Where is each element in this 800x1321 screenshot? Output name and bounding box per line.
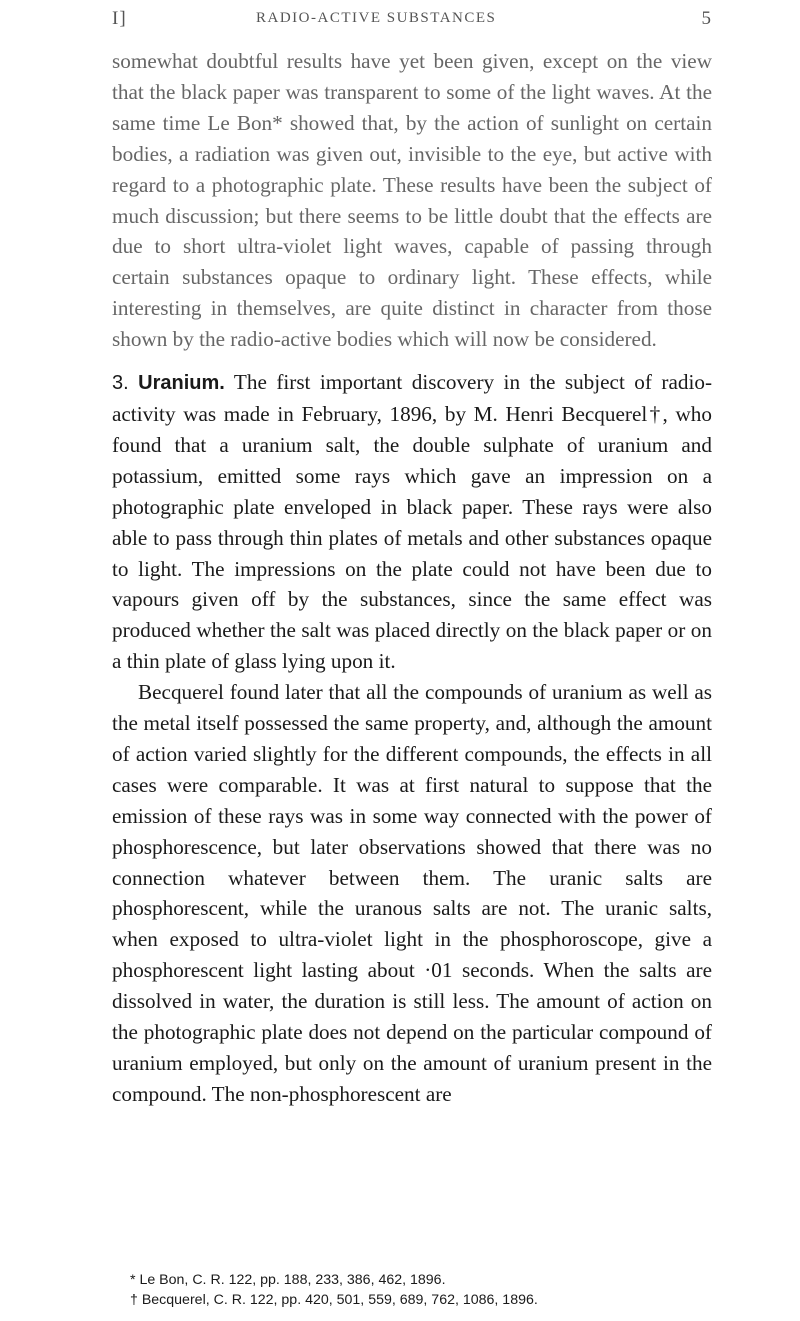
section-heading: Uranium. — [138, 372, 225, 395]
paragraph-uranium — [112, 367, 712, 677]
footnotes — [130, 1270, 720, 1310]
paragraph-text: The first important discovery in the subject of radio-activity was made in February, 1896, by M. Henri Becquerel†, who found that a uranium salt, the double sulphate of uranium and potassium, emitted some rays which gave an impression on a photographic plate enveloped in black paper. These rays were also able to pass through thin plates of metals and other substances opaque to light. The impressions on the plate could not have been due to vapours given off by the substances, since the same effect was produced whether the salt was placed directly on the black paper or on a thin plate of glass lying upon it. — [112, 370, 712, 674]
footnote-le-bon: * Le Bon, C. R. 122, pp. 188, 233, 386, 462, 1896. — [130, 1272, 446, 1288]
paragraph-continued: somewhat doubtful results have yet been given, except on the view that the black paper was transparent to some of the light waves. At the same time Le Bon* showed that, by the action of sunlight on certain bodies, a radiation was given out, invisible to the eye, but active with regard to a photographic plate. These results have been the subject of much discussion; but there seems to be little doubt that the effects are due to short ultra-violet light waves, capable of passing through certain substances opaque to ordinary light. These effects, while interesting in themselves, are quite distinct in character from those shown by the radio-active bodies which will now be considered. — [112, 49, 712, 352]
section-number: 3. — [112, 372, 129, 395]
footnote-becquerel: † Becquerel, C. R. 122, pp. 420, 501, 559, 689, 762, 1086, 1896. — [130, 1292, 538, 1308]
paragraph-becquerel: Becquerel found later that all the compounds of uranium as well as the metal itself possessed the same property, and, although the amount of action varied slightly for the different compounds, the effects in all cases were comparable. It was at first natural to suppose that the emission of these rays was in some way connected with the power of phosphorescence, but later observations showed that there was no connection whatever between them. The uranic salts are phosphorescent, while the uranous salts are not. The uranic salts, when exposed to ultra-violet light in the phosphoroscope, give a phosphorescent light lasting about ·01 seconds. When the salts are dissolved in water, the duration is still less. The amount of action on the photographic plate does not depend on the particular compound of uranium employed, but only on the amount of uranium present in the compound. The non-phosphorescent are — [112, 680, 712, 1106]
body-text — [112, 46, 712, 1110]
running-title: RADIO-ACTIVE SUBSTANCES — [256, 10, 497, 26]
chapter-marker: I] — [112, 8, 127, 29]
page-number: 5 — [701, 8, 712, 29]
running-header — [112, 8, 712, 32]
